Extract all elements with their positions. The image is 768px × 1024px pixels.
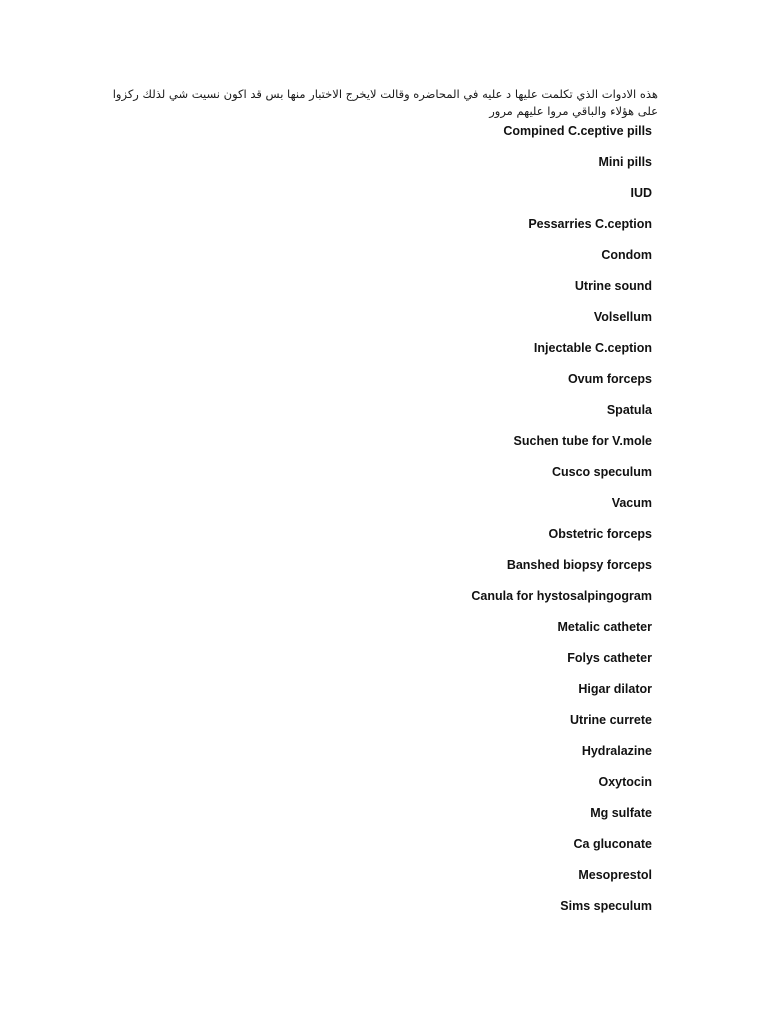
list-item: Hydralazine xyxy=(581,744,652,758)
list-item: Oxytocin xyxy=(598,775,652,789)
list-item: Mini pills xyxy=(598,155,652,169)
list-item: Suchen tube for V.mole xyxy=(513,434,652,448)
list-item: Condom xyxy=(601,248,652,262)
list-item: Obstetric forceps xyxy=(548,527,652,541)
list-item: Compined C.ceptive pills xyxy=(503,124,652,138)
list-item: Injectable C.ception xyxy=(533,341,652,355)
list-item: Mesoprestol xyxy=(578,868,652,882)
list-item: Banshed biopsy forceps xyxy=(506,558,652,572)
list-item: Spatula xyxy=(606,403,652,417)
list-item: Pessarries C.ception xyxy=(528,217,652,231)
list-item: Vacum xyxy=(611,496,652,510)
list-item: Cusco speculum xyxy=(551,465,652,479)
list-item: Canula for hystosalpingogram xyxy=(471,589,652,603)
list-item: Ca gluconate xyxy=(573,837,652,851)
intro-line: هذه الادوات الذي تكلمت عليها د عليه في المحاضره وقالت لايخرج الاختبار منها بس قد اكون نسيت شي لذلك ركزوا xyxy=(112,87,658,101)
list-item: Metalic catheter xyxy=(557,620,652,634)
list-item: Mg sulfate xyxy=(590,806,652,820)
intro-line: على هؤلاء والباقي مروا عليهم مرور xyxy=(489,104,658,118)
list-item: Folys catheter xyxy=(567,651,652,665)
list-item: Higar dilator xyxy=(578,682,652,696)
list-item: Ovum forceps xyxy=(567,372,652,386)
instrument-list xyxy=(252,121,652,927)
list-item: Sims speculum xyxy=(560,899,652,913)
list-item: Utrine currete xyxy=(570,713,652,727)
list-item: IUD xyxy=(630,186,652,200)
intro-paragraph xyxy=(112,86,658,120)
list-item: Volsellum xyxy=(593,310,652,324)
list-item: Utrine sound xyxy=(574,279,652,293)
